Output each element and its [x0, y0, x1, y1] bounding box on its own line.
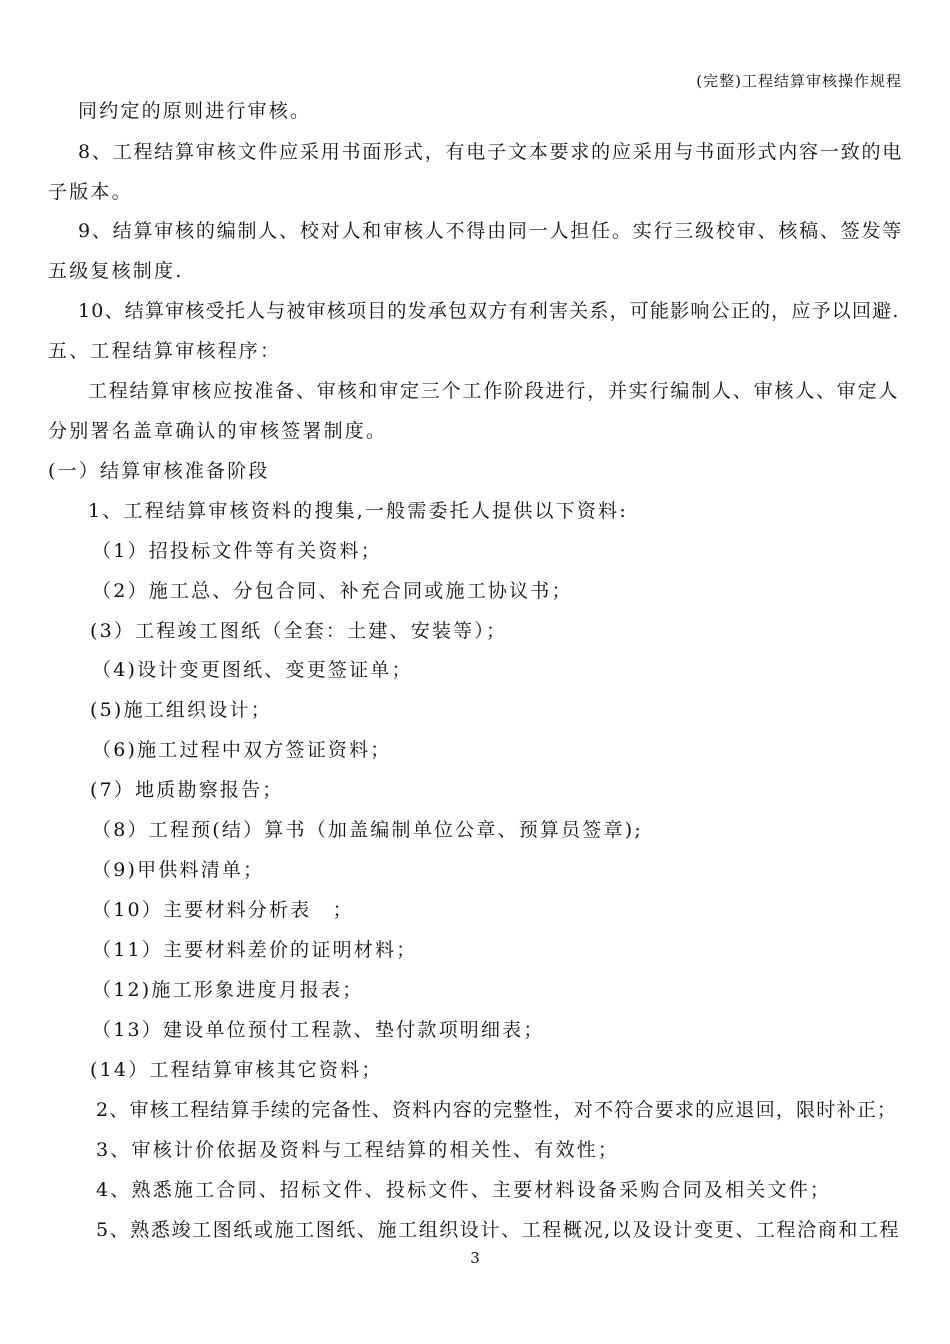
list-item: (14）工程结算审核其它资料； [90, 1059, 383, 1081]
text-line: 5、熟悉竣工图纸或施工图纸、施工组织设计、工程概况,以及设计变更、工程洽商和工程 [96, 1219, 901, 1241]
list-item: （4)设计变更图纸、变更签证单； [92, 659, 413, 681]
list-item: （2）施工总、分包合同、补充合同或施工协议书； [92, 580, 573, 602]
text-line: 1、工程结算审核资料的搜集,一般需委托人提供以下资料: [88, 500, 628, 522]
list-item: (7）地质勘察报告； [90, 779, 284, 801]
running-header: (完整)工程结算审核操作规程 [696, 72, 902, 90]
list-item: （13）建设单位预付工程款、垫付款项明细表； [92, 1019, 545, 1041]
text-line: 3、审核计价依据及资料与工程结算的相关性、有效性； [96, 1139, 620, 1161]
list-item: （12)施工形象进度月报表； [92, 979, 364, 1001]
text-line: 4、熟悉施工合同、招标文件、投标文件、主要材料设备采购合同及相关文件； [96, 1179, 832, 1201]
text-line: 同约定的原则进行审核。 [78, 100, 312, 122]
list-item: (5)施工组织设计； [90, 699, 272, 721]
list-item: （10）主要材料分析表 ； [92, 899, 354, 921]
text-line: 工程结算审核应按准备、审核和审定三个工作阶段进行，并实行编制人、审核人、审定人 [88, 380, 900, 402]
section-heading: 五、工程结算审核程序： [48, 340, 282, 362]
text-line: 五级复核制度. [48, 260, 184, 282]
text-line: 分别署名盖章确认的审核签署制度。 [48, 420, 388, 442]
list-item: （9)甲供料清单； [92, 859, 265, 881]
list-item: (3）工程竣工图纸（全套：土建、安装等）； [90, 620, 508, 642]
text-line: 2、审核工程结算手续的完备性、资料内容的完整性，对不符合要求的应退回，限时补正； [96, 1099, 898, 1121]
text-line: 10、结算审核受托人与被审核项目的发承包双方有利害关系，可能影响公正的，应予以回避. [78, 300, 900, 322]
list-item: （6)施工过程中双方签证资料； [92, 739, 392, 761]
list-item: （1）招投标文件等有关资料； [92, 540, 382, 562]
text-line: 9、结算审核的编制人、校对人和审核人不得由同一人担任。实行三级校审、核稿、签发等 [78, 220, 904, 242]
text-line: 子版本。 [48, 181, 133, 203]
list-item: （11）主要材料差价的证明材料； [92, 939, 418, 961]
page-number: 3 [470, 1249, 480, 1267]
list-item: （8）工程预(结）算书（加盖编制单位公章、预算员签章); [92, 819, 643, 841]
text-line: 8、工程结算审核文件应采用书面形式，有电子文本要求的应采用与书面形式内容一致的电 [78, 141, 904, 163]
subsection-heading: (一）结算审核准备阶段 [48, 460, 270, 482]
